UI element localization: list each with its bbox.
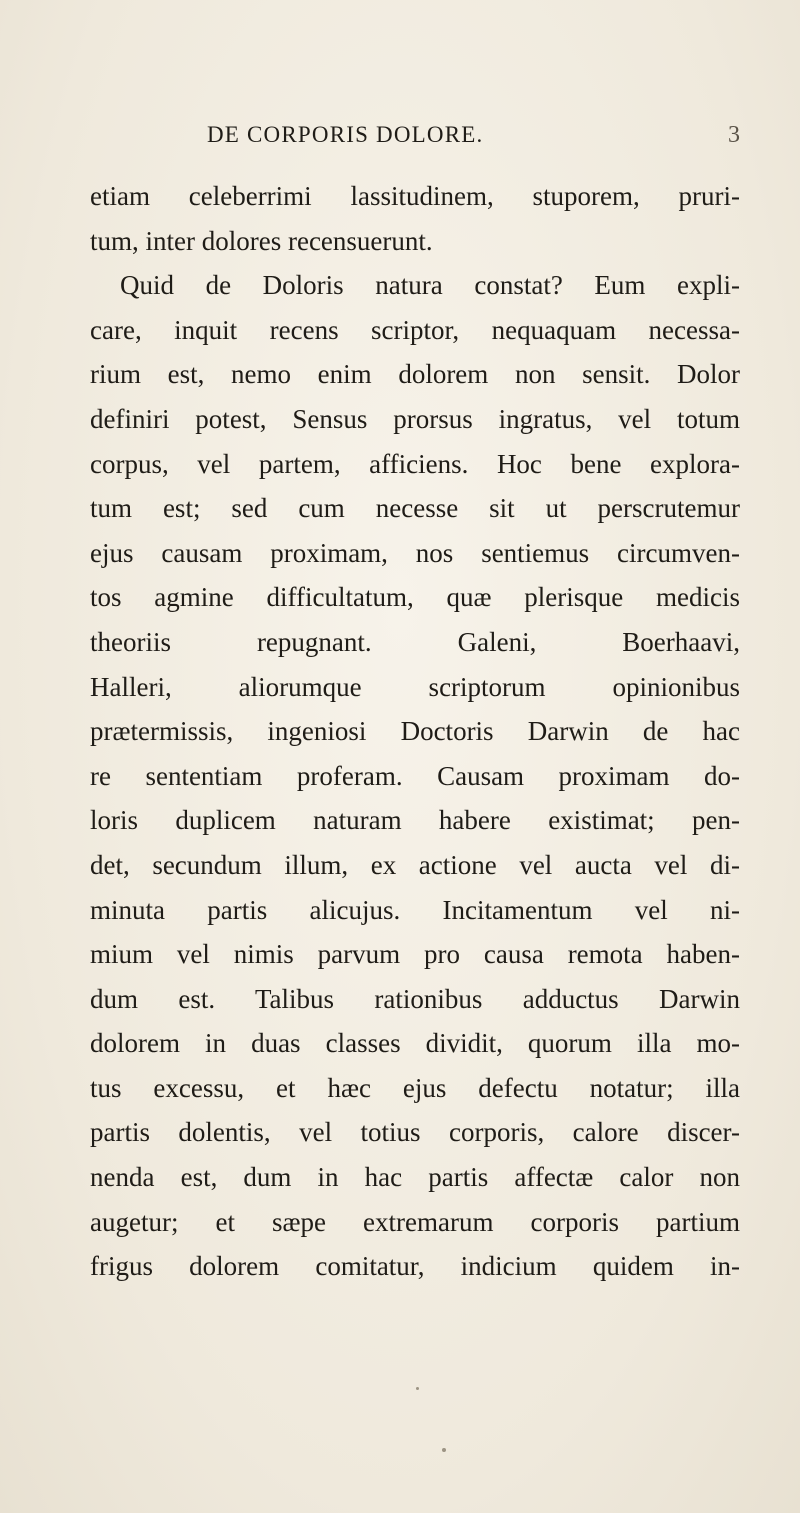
text-line: minuta partis alicujus. Incitamentum vel ni- xyxy=(90,894,740,925)
text-line: partis dolentis, vel totius corporis, calore discer- xyxy=(90,1117,740,1148)
text-line: loris duplicem naturam habere existimat; pen- xyxy=(90,805,740,836)
text-line: ejus causam proximam, nos sentiemus circumven- xyxy=(90,537,740,568)
text-line: tum est; sed cum necesse sit ut perscrutemur xyxy=(90,493,740,524)
text-line: rium est, nemo enim dolorem non sensit. Dolor xyxy=(90,359,740,390)
paper-speck xyxy=(416,1387,419,1390)
text-line: augetur; et sæpe extremarum corporis partium xyxy=(90,1206,740,1237)
text-line: definiri potest, Sensus prorsus ingratus, vel totum xyxy=(90,403,740,434)
page-number: 3 xyxy=(728,122,740,148)
text-line: nenda est, dum in hac partis affectæ calor non xyxy=(90,1162,740,1193)
text-line: prætermissis, ingeniosi Doctoris Darwin de hac xyxy=(90,716,740,747)
text-line: etiam celeberrimi lassitudinem, stuporem, pruri- xyxy=(90,181,740,211)
text-line: mium vel nimis parvum pro causa remota haben- xyxy=(90,939,740,970)
text-line: tos agmine difficultatum, quæ plerisque medicis xyxy=(90,582,740,613)
running-title: DE CORPORIS DOLORE. xyxy=(207,122,484,147)
text-line: dum est. Talibus rationibus adductus Darwin xyxy=(90,983,740,1014)
text-line: re sententiam proferam. Causam proximam do- xyxy=(90,760,740,791)
paper-speck xyxy=(442,1448,446,1452)
text-line: Quid de Doloris natura constat? Eum expli- xyxy=(120,270,740,301)
text-line: corpus, vel partem, afficiens. Hoc bene explora- xyxy=(90,448,740,479)
body-text xyxy=(90,174,740,1289)
text-line: care, inquit recens scriptor, nequaquam necessa- xyxy=(90,314,740,345)
text-line: tus excessu, et hæc ejus defectu notatur; illa xyxy=(90,1072,740,1103)
text-line: dolorem in duas classes dividit, quorum illa mo- xyxy=(90,1028,740,1059)
running-head xyxy=(90,122,740,162)
text-line: det, secundum illum, ex actione vel aucta vel di- xyxy=(90,849,740,880)
text-line: frigus dolorem comitatur, indicium quidem in- xyxy=(90,1251,740,1282)
text-line: tum, inter dolores recensuerunt. xyxy=(90,225,433,256)
text-line: theoriis repugnant. Galeni, Boerhaavi, xyxy=(90,626,740,657)
text-line: Halleri, aliorumque scriptorum opinionibus xyxy=(90,671,740,702)
